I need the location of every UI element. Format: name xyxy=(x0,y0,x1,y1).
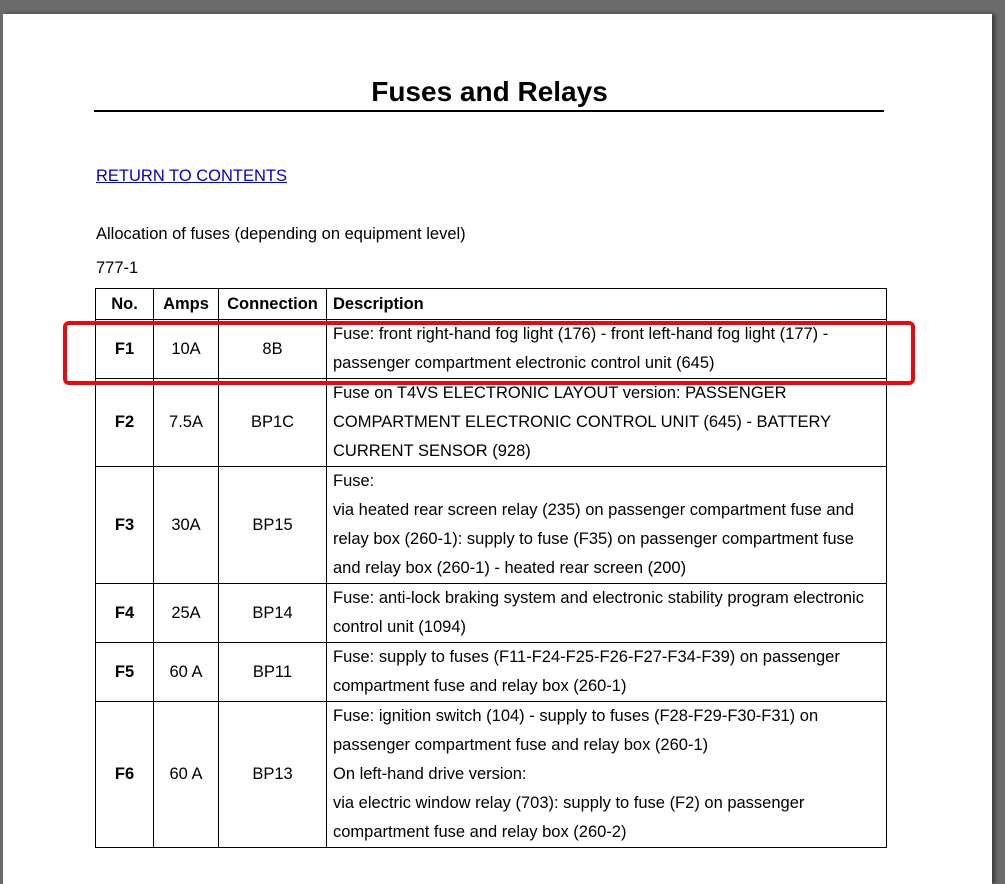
description-cell xyxy=(327,320,887,379)
table-row xyxy=(96,379,887,467)
description-cell xyxy=(327,702,887,848)
document-page xyxy=(3,14,992,884)
connection-cell: BP15 xyxy=(219,467,327,584)
amps-cell: 60 A xyxy=(154,643,219,702)
description-line: Fuse: anti-lock braking system and electronic stability program electronic xyxy=(333,589,864,607)
amps-cell: 7.5A xyxy=(154,379,219,467)
fuse-number-cell: F1 xyxy=(96,320,154,379)
description-cell xyxy=(327,584,887,643)
description-cell xyxy=(327,379,887,467)
description-line: via electric window relay (703): supply to fuse (F2) on passenger xyxy=(333,794,805,812)
connection-cell: BP14 xyxy=(219,584,327,643)
description-line: COMPARTMENT ELECTRONIC CONTROL UNIT (645) - BATTERY xyxy=(333,413,832,431)
description-cell xyxy=(327,467,887,584)
description-line: Fuse: ignition switch (104) - supply to fuses (F28-F29-F30-F31) on xyxy=(333,707,819,725)
fuse-number-cell: F4 xyxy=(96,584,154,643)
description-line: control unit (1094) xyxy=(333,618,466,636)
amps-cell: 25A xyxy=(154,584,219,643)
fuse-number-cell: F2 xyxy=(96,379,154,467)
fuse-table xyxy=(95,288,887,848)
table-header-row xyxy=(96,289,887,320)
description-line: Fuse: xyxy=(333,472,375,490)
header-connection: Connection xyxy=(219,289,327,320)
description-line: CURRENT SENSOR (928) xyxy=(333,442,531,460)
fuse-number-cell: F6 xyxy=(96,702,154,848)
description-cell xyxy=(327,643,887,702)
connection-cell: BP1C xyxy=(219,379,327,467)
description-line: via heated rear screen relay (235) on passenger compartment fuse and xyxy=(333,501,854,519)
return-to-contents-link[interactable]: RETURN TO CONTENTS xyxy=(96,167,287,185)
table-row xyxy=(96,467,887,584)
description-line: compartment fuse and relay box (260-2) xyxy=(333,823,627,841)
header-no: No. xyxy=(96,289,154,320)
amps-cell: 10A xyxy=(154,320,219,379)
fuse-number-cell: F5 xyxy=(96,643,154,702)
table-row xyxy=(96,643,887,702)
table-row xyxy=(96,320,887,379)
page-title: Fuses and Relays xyxy=(371,76,608,107)
amps-cell: 30A xyxy=(154,467,219,584)
description-line: and relay box (260-1) - heated rear screen (200) xyxy=(333,559,687,577)
table-row xyxy=(96,584,887,643)
description-line: passenger compartment fuse and relay box (260-1) xyxy=(333,736,709,754)
connection-cell: BP13 xyxy=(219,702,327,848)
intro-text: Allocation of fuses (depending on equipment level) xyxy=(96,225,466,243)
description-line: relay box (260-1): supply to fuse (F35) on passenger compartment fuse xyxy=(333,530,854,548)
description-line: passenger compartment electronic control unit (645) xyxy=(333,354,715,372)
table-row xyxy=(96,702,887,848)
header-amps: Amps xyxy=(154,289,219,320)
description-line: compartment fuse and relay box (260-1) xyxy=(333,677,627,695)
description-line: On left-hand drive version: xyxy=(333,765,527,783)
amps-cell: 60 A xyxy=(154,702,219,848)
fuse-number-cell: F3 xyxy=(96,467,154,584)
description-line: Fuse on T4VS ELECTRONIC LAYOUT version: PASSENGER xyxy=(333,384,787,402)
title-underline xyxy=(94,110,884,112)
header-description: Description xyxy=(327,289,887,320)
description-line: Fuse: front right-hand fog light (176) - front left-hand fog light (177) - xyxy=(333,325,829,343)
description-line: Fuse: supply to fuses (F11-F24-F25-F26-F27-F34-F39) on passenger xyxy=(333,648,840,666)
connection-cell: BP11 xyxy=(219,643,327,702)
reference-number: 777-1 xyxy=(96,259,139,277)
connection-cell: 8B xyxy=(219,320,327,379)
